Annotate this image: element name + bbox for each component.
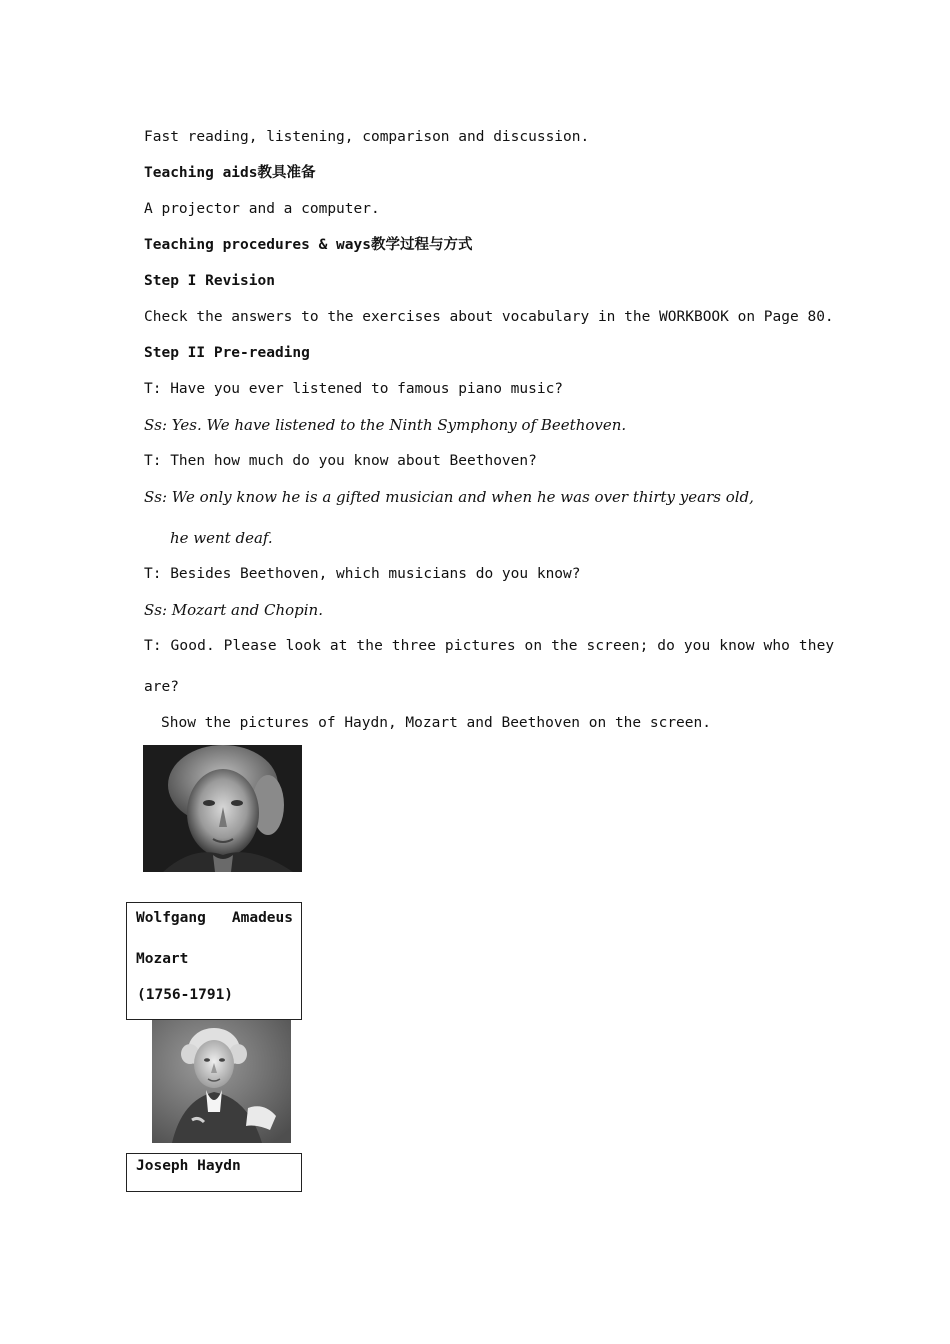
teacher-line-3: T: Besides Beethoven, which musicians do you know?: [144, 566, 581, 582]
show-pictures-text: Show the pictures of Haydn, Mozart and Beethoven on the screen.: [161, 715, 711, 731]
teacher-line-1: T: Have you ever listened to famous piano music?: [144, 381, 564, 397]
mozart-first-name: Wolfgang: [136, 910, 206, 926]
haydn-caption-box: [126, 1153, 302, 1192]
procedures-heading: Teaching procedures & ways教学过程与方式: [144, 237, 473, 253]
teacher-line-2: T: Then how much do you know about Beethoven?: [144, 453, 537, 469]
students-line-2a: Ss: We only know he is a gifted musician and when he was over thirty years old,: [144, 488, 754, 506]
mozart-portrait: [143, 745, 302, 872]
haydn-name: Joseph Haydn: [136, 1158, 241, 1174]
teacher-line-4b: are?: [144, 679, 179, 695]
methods-text: Fast reading, listening, comparison and discussion.: [144, 129, 590, 145]
students-line-1: Ss: Yes. We have listened to the Ninth Symphony of Beethoven.: [144, 416, 627, 434]
mozart-middle-name: Amadeus: [231, 910, 293, 926]
step2-heading: Step II Pre-reading: [144, 345, 310, 361]
haydn-portrait: [152, 1020, 291, 1143]
teacher-line-4a: T: Good. Please look at the three pictures on the screen; do you know who they: [144, 638, 835, 654]
students-line-3: Ss: Mozart and Chopin.: [144, 601, 323, 619]
mozart-last-name: Mozart: [136, 951, 189, 967]
mozart-caption-box: [126, 902, 302, 1020]
step1-heading: Step I Revision: [144, 273, 275, 289]
students-line-2b: he went deaf.: [170, 529, 273, 547]
teaching-aids-text: A projector and a computer.: [144, 201, 380, 217]
step1-text: Check the answers to the exercises about vocabulary in the WORKBOOK on Page 80.: [144, 309, 834, 325]
mozart-years: (1756-1791): [137, 987, 234, 1003]
teaching-aids-heading: Teaching aids教具准备: [144, 165, 316, 181]
